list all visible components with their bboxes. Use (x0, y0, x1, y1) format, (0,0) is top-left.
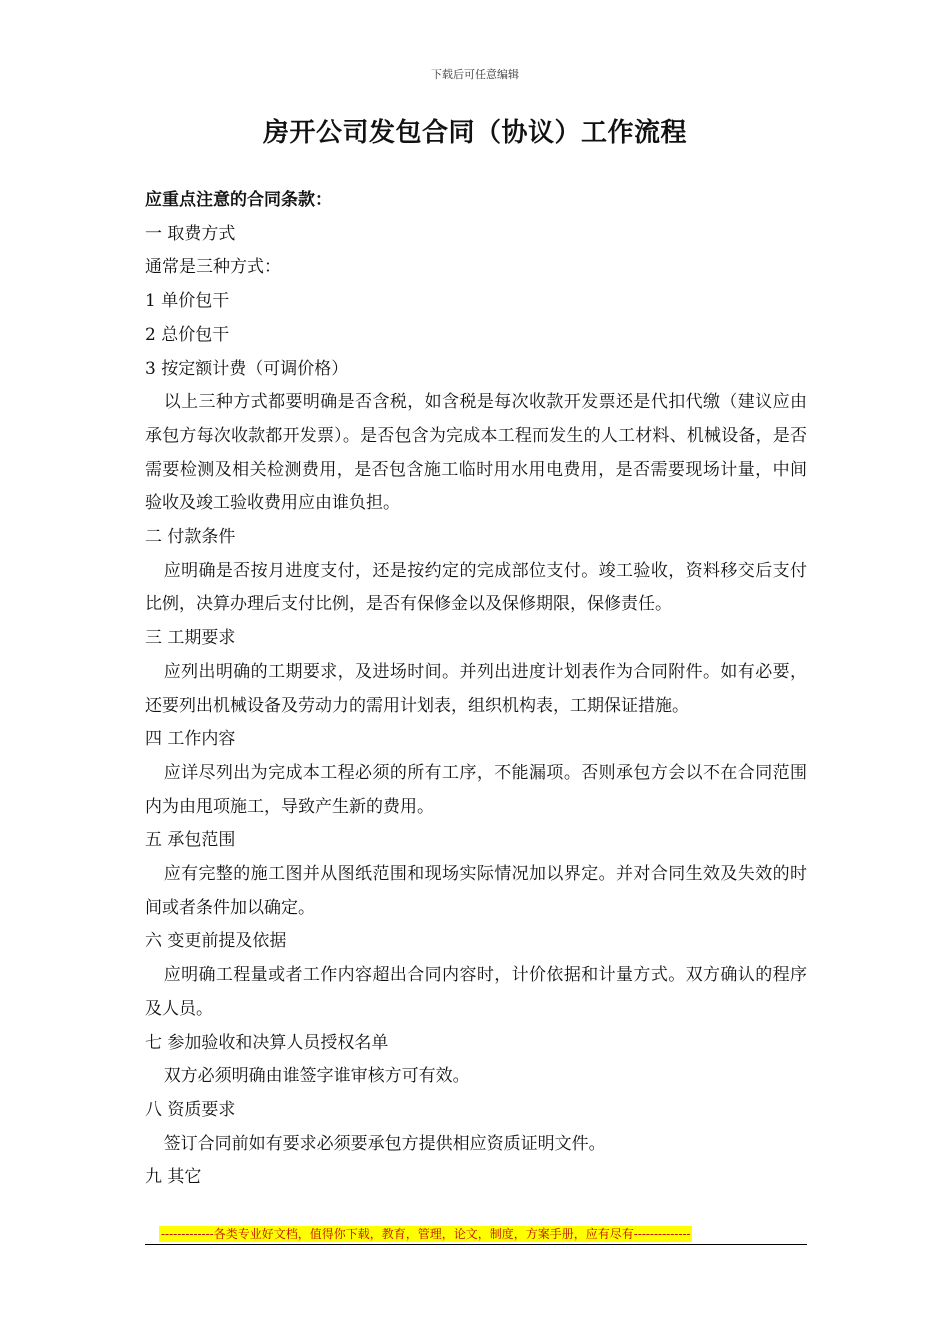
paragraph: 通常是三种方式： (145, 257, 281, 278)
clause-heading: 八 资质要求 (145, 1099, 236, 1120)
paragraph: 以上三种方式都要明确是否含税，如含税是每次收款开发票还是代扣代缴（建议应由承包方每次收款都开发票）。是否包含为完成本工程而发生的人工材料、机械设备，是否需要检测及相关检测费用，是否包含施工临时用水用电费用，是否需要现场计量，中间验收及竣工验收费用应由谁负担。 (145, 392, 807, 514)
footer-banner: -------------各类专业好文档，值得你下载，教育，管理，论文，制度，方案手册，应有尽有-------------- (161, 1227, 691, 1241)
paragraph: 应列出明确的工期要求，及进场时间。并列出进度计划表作为合同附件。如有必要，还要列出机械设备及劳动力的需用计划表，组织机构表，工期保证措施。 (145, 661, 807, 716)
clause-heading: 六 变更前提及依据 (145, 931, 287, 952)
clause-heading: 五 承包范围 (145, 830, 236, 851)
footer-rule (145, 1226, 807, 1245)
list-item: 1 单价包干 (145, 291, 230, 312)
clause-heading: 二 付款条件 (145, 527, 236, 548)
paragraph: 应明确是否按月进度支付，还是按约定的完成部位支付。竣工验收，资料移交后支付比例，决算办理后支付比例，是否有保修金以及保修期限，保修责任。 (145, 560, 807, 615)
clause-heading: 一 取费方式 (145, 223, 236, 244)
clause-heading: 九 其它 (145, 1167, 202, 1188)
paragraph: 签订合同前如有要求必须要承包方提供相应资质证明文件。 (163, 1133, 606, 1154)
list-item: 2 总价包干 (145, 324, 230, 345)
paragraph: 应有完整的施工图并从图纸范围和现场实际情况加以界定。并对合同生效及失效的时间或者条件加以确定。 (145, 864, 807, 918)
list-item: 3 按定额计费（可调价格） (145, 358, 349, 379)
clause-heading: 四 工作内容 (145, 729, 236, 750)
paragraph: 应详尽列出为完成本工程必须的所有工序，不能漏项。否则承包方会以不在合同范围内为由甩项施工，导致产生新的费用。 (145, 762, 807, 817)
paragraph: 应明确工程量或者工作内容超出合同内容时，计价依据和计量方式。双方确认的程序及人员。 (145, 965, 807, 1019)
clause-heading: 三 工期要求 (145, 628, 236, 649)
document-title: 房开公司发包合同（协议）工作流程 (262, 118, 687, 148)
clause-heading: 七 参加验收和决算人员授权名单 (145, 1032, 389, 1053)
paragraph: 双方必须明确由谁签字谁审核方可有效。 (163, 1066, 470, 1087)
header-note: 下载后可任意编辑 (431, 68, 519, 81)
section-heading: 应重点注意的合同条款： (145, 190, 332, 210)
document-body (145, 184, 807, 1195)
